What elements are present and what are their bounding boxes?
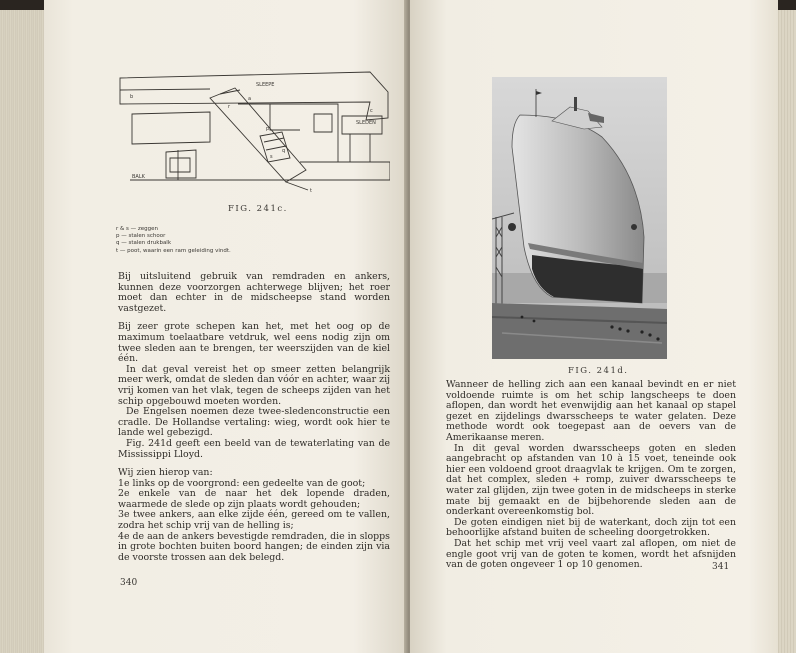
label-c: c [370, 108, 373, 114]
figure-caption-241d: FIG. 241d. [568, 366, 629, 376]
right-page-body [446, 380, 736, 571]
paragraph: Dat het schip met vrij veel vaart zal aflopen, om niet de engle goot vrij van de goten te komen, wordt het afsnijden van de goten ongeveer 1 op 10 genomen. [446, 537, 736, 571]
page-edges-left [0, 10, 48, 653]
figure-legend [116, 226, 231, 255]
legend-item: t — poot, waarin een ram geleiding vindt. [116, 247, 231, 254]
left-page-body [118, 272, 390, 563]
figure-caption-241c: FIG. 241c. [228, 204, 288, 214]
label-t: t [310, 188, 312, 194]
list-item: 3e twee ankers, aan elke zijde één, gereed om te vallen, zodra het schip vrij van de helling is; [118, 509, 390, 532]
paragraph: Fig. 241d geeft een beeld van de tewaterlating van de Mississippi Lloyd. [118, 437, 390, 460]
page-number-right: 341 [712, 562, 730, 572]
label-b: b [130, 94, 134, 100]
paragraph: Bij zeer grote schepen kan het, met het oog op de maximum toelaatbare vetdruk, wel eens nodig zijn om twee sleden aan te brengen, ter weerszijden van de kiel één. [118, 321, 390, 365]
label-r: r [228, 104, 231, 110]
legend-item: p — stalen schoor [116, 233, 166, 240]
label-sleepe: SLEEPE [256, 82, 275, 88]
page-number-left: 340 [120, 578, 138, 588]
paragraph: In dat geval vereist het op smeer zetten belangrijk meer werk, omdat de sleden dan vóór en achter, waar zij vrij komen van het vlak, tegen de scheeps zijden van het schip opgebouwd moeten worden. [118, 363, 390, 407]
paragraph: In dit geval worden dwarsscheeps goten en sleden aangebracht op afstanden van 10 à 15 voet, teneinde ook hier een voldoend groot draagvlak te krijgen. Om te zorgen, dat het complex, sleden + romp, zuiver dwarsscheeps te water zal glijden, zijn twee goten in de midscheeps in sterke mate bij gemaakt en de bijbehorende sleden aan de onderkant overeenkomstig bol. [446, 442, 736, 518]
paragraph: Wanneer de helling zich aan een kanaal bevindt en er niet voldoende ruimte is om het schip langscheeps te doen aflopen, dan wordt het evenwijdig aan het kanaal op stapel gezet en zijdelings dwarsscheeps te water gelaten. Deze methode wordt ook toegepast aan de oevers van de Amerikaanse meren. [446, 379, 736, 443]
label-s: s [270, 154, 273, 160]
list-item: 2e enkele van de naar het dek lopende draden, waarmede de slede op zijn plaats wordt gehouden; [118, 488, 390, 510]
label-p: p [266, 126, 270, 132]
paragraph: De Engelsen noemen deze twee-sledenconstructie een cradle. De Hollandse vertaling: wieg, wordt ook hier te lande wel gebezigd. [118, 406, 390, 439]
label-sleden: SLEDEN [356, 120, 376, 126]
paragraph: Wij zien hierop van: [118, 467, 213, 479]
paragraph: Bij uitsluitend gebruik van remdraden en ankers, kunnen deze voorzorgen achterwege blijven; het roer moet dan echter in de midscheepse stand worden vastgezet. [118, 271, 390, 314]
label-q: q [282, 148, 286, 154]
label-a: a [248, 96, 252, 102]
launching-cradle-diagram [70, 62, 390, 200]
paragraph: De goten eindigen niet bij de waterkant, doch zijn tot een behoorlijke afstand buiten de scheeling doorgetrokken. [446, 516, 736, 539]
ship-launch-photo [492, 77, 667, 359]
legend-item: q — stalen drukbalk [116, 240, 172, 247]
list-item: 1e links op de voorgrond: een gedeelte van de goot; [118, 477, 366, 489]
label-balk: BALK [132, 174, 145, 180]
legend-item: r & s — zeggen [116, 226, 159, 232]
list-item: 4e de aan de ankers bevestigde remdraden, die in slopps in grote bochten buiten boord hangen; de einden zijn via de voorste trossen aan dek belegd. [118, 530, 390, 563]
enumerated-list [118, 479, 390, 564]
